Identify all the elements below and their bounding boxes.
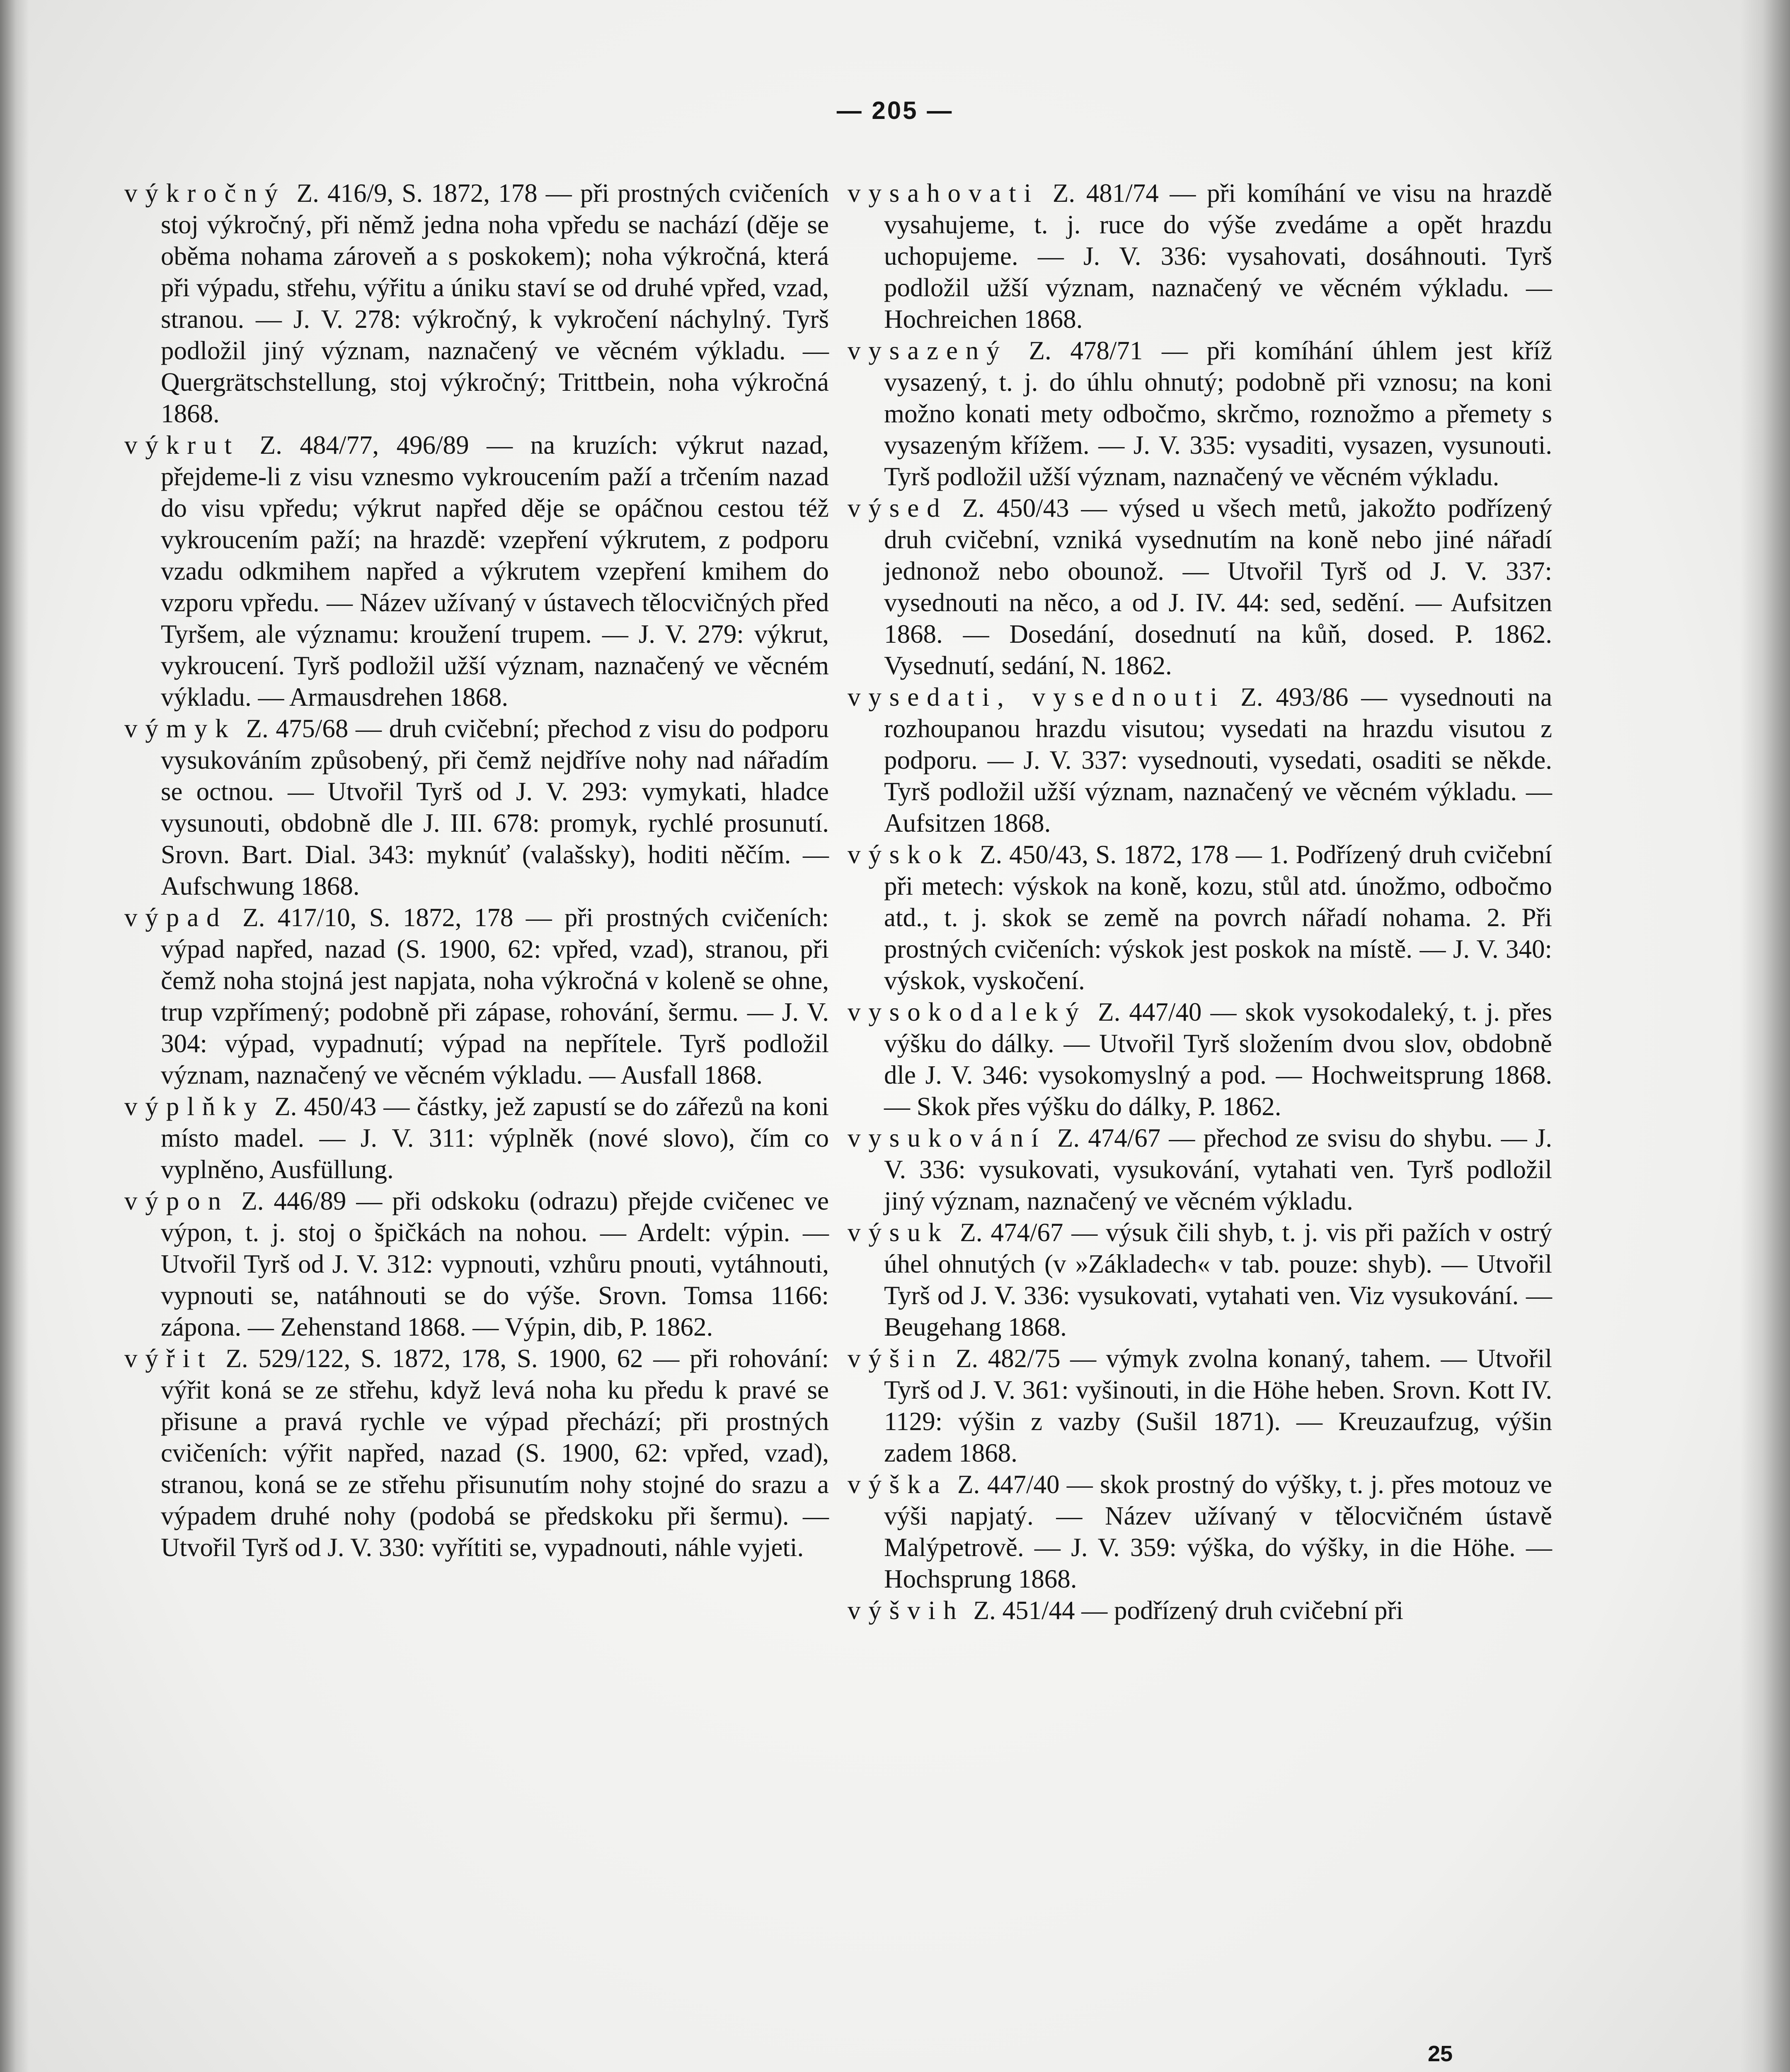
entry-headword: výmyk (124, 714, 236, 743)
entry-headword: výsed (848, 494, 948, 523)
entry-headword: výšvih (848, 1596, 964, 1625)
entry-text: Z. 474/67 — výsuk čili shyb, t. j. vis při pažích v ostrý úhel ohnutých (v »Základech« v tab. pouze: shyb). — Utvořil Tyrš od J. V. 336: vysukovati, vytahati ven. Viz vysukování. — Beugehang 1868. (884, 1218, 1552, 1341)
right-column (848, 177, 1552, 1626)
entry-headword: vysokodaleký (848, 997, 1087, 1026)
entry-headword: vysahovati (848, 179, 1039, 208)
entry-text: Z. 450/43 — výsed u všech metů, jakožto podřízený druh cvičební, vzniká vysednutím na koně nebo jiné nářadí jednonož nebo obounož. — Utvořil Tyrš od J. V. 337: vysednouti na něco, a od J. IV. 44: sed, sedění. — Aufsitzen 1868. — Dosedání, dosednutí na kůň, dosed. P. 1862. Vysednutí, sedání, N. 1862. (884, 494, 1553, 680)
dictionary-entry (124, 1091, 829, 1185)
dictionary-entry (848, 681, 1552, 839)
printer-signature-mark: 25 (1428, 2041, 1453, 2066)
entry-text: Z. 446/89 — při odskoku (odrazu) přejde cvičenec ve výpon, t. j. stoj o špičkách na nohou. — Ardelt: výpin. — Utvořil Tyrš od J. V. 312: vypnouti, vzhůru pnouti, vytáhnouti, vypnouti se, natáhnouti se do výše. Srovn. Tomsa 1166: zápona. — Zehenstand 1868. — Výpin, dib, P. 1862. (161, 1186, 829, 1341)
dictionary-entry (848, 1595, 1552, 1626)
left-column (124, 177, 829, 1563)
entry-text: Z. 451/44 — podřízený druh cvičební při (973, 1596, 1403, 1625)
entry-headword: výška (848, 1470, 948, 1499)
dictionary-entry (848, 1343, 1552, 1469)
entry-headword: vysedati, vysednouti (848, 683, 1226, 712)
entry-headword: výpon (124, 1186, 229, 1215)
entry-headword: výkročný (124, 179, 286, 208)
entry-text: Z. 475/68 — druh cvičební; přechod z visu do podporu vysukováním způsobený, při čemž nejdříve nohy nad nářadím se octnou. — Utvořil Tyrš od J. V. 293: vymykati, hladce vysunouti, obdobně dle J. III. 678: promyk, rychlé prosunutí. Srovn. Bart. Dial. 343: myknúť (valašsky), hoditi něčím. — Aufschwung 1868. (161, 714, 829, 900)
dictionary-entry (124, 429, 829, 713)
dictionary-entry (848, 996, 1552, 1122)
entry-text: Z. 482/75 — výmyk zvolna konaný, tahem. — Utvořil Tyrš od J. V. 361: vyšinouti, in die Höhe heben. Srovn. Kott IV. 1129: výšin z vazby (Sušil 1871). — Kreuzaufzug, výšin zadem 1868. (884, 1344, 1552, 1467)
entry-text: Z. 450/43, S. 1872, 178 — 1. Podřízený druh cvičební při metech: výskok na koně, kozu, stůl atd. únožmo, odbočmo atd., t. j. skok se země na povrch nářadí nohama. 2. Při prostných cvičeních: výskok jest poskok na místě. — J. V. 340: výskok, vyskočení. (884, 840, 1553, 995)
dictionary-entry (124, 713, 829, 902)
entry-headword: výplňky (124, 1092, 265, 1121)
entry-text: Z. 447/40 — skok prostný do výšky, t. j. přes motouz ve výši napjatý. — Název užívaný v tělocvičném ústavě Malýpetrově. — J. V. 359: výška, do výšky, in die Höhe. — Hochsprung 1868. (884, 1470, 1553, 1593)
dictionary-entry (124, 177, 829, 429)
entry-text: Z. 447/40 — skok vysokodaleký, t. j. přes výšku do dálky. — Utvořil Tyrš složením dvou slov, obdobně dle J. V. 346: vysokomyslný a pod. — Hochweitsprung 1868. — Skok přes výšku do dálky, P. 1862. (884, 997, 1553, 1121)
entry-text: Z. 478/71 — při komíhání úhlem jest kříž vysazený, t. j. do úhlu ohnutý; podobně při vznosu; na koni možno konati mety odbočmo, skrčmo, roznožmo a přemety s vysazeným křížem. — J. V. 335: vysaditi, vysazen, vysunouti. Tyrš podložil užší význam, naznačený ve věcném výkladu. (884, 336, 1552, 491)
entry-headword: výšin (848, 1344, 944, 1373)
entry-headword: výsuk (848, 1218, 949, 1247)
entry-headword: vysazený (848, 336, 1008, 365)
entry-headword: výpad (124, 903, 228, 932)
dictionary-entry (848, 1217, 1552, 1343)
entry-text: Z. 450/43 — částky, jež zapustí se do zářezů na koni místo madel. — J. V. 311: výplněk (nové slovo), čím co vyplněno, Ausfüllung. (161, 1092, 829, 1184)
dictionary-entry (848, 177, 1552, 335)
entry-headword: vysukování (848, 1123, 1046, 1152)
dictionary-entry (848, 335, 1552, 492)
entry-text: Z. 481/74 — při komíhání ve visu na hrazdě vysahujeme, t. j. ruce do výše zvedáme a opět hrazdu uchopujeme. — J. V. 336: vysahovati, dosáhnouti. Tyrš podložil užší význam, naznačený ve věcném výkladu. — Hochreichen 1868. (884, 179, 1552, 334)
dictionary-entry (848, 1122, 1552, 1217)
dictionary-entry (848, 492, 1552, 681)
entry-text: Z. 484/77, 496/89 — na kruzích: výkrut nazad, přejdeme-li z visu vznesmo vykroucením paží a trčením nazad do visu vpředu; výkrut napřed děje se opáčnou cestou též vykroucením paží; na hrazdě: vzepření výkrutem, z podporu vzadu odkmihem napřed a výkrutem vzepření kmihem do vzporu vpředu. — Název užívaný v ústavech tělocvičných před Tyršem, ale významu: kroužení trupem. — J. V. 279: výkrut, vykroucení. Tyrš podložil užší význam, naznačený ve věcném výkladu. — Armausdrehen 1868. (161, 431, 829, 712)
page-shadow-left (0, 0, 29, 2072)
entry-text: Z. 529/122, S. 1872, 178, S. 1900, 62 — při rohování: výřit koná se ze střehu, když levá noha ku předu k pravé se přisune a pravá rychle ve výpad přechází; při prostných cvičeních: výřit napřed, nazad (S. 1900, 62: vpřed, vzad), stranou, koná se ze střehu přisunutím nohy stojné do srazu a výpadem druhé nohy (podobá se předskoku při šermu). — Utvořil Tyrš od J. V. 330: vyřítiti se, vypadnouti, náhle vyjeti. (161, 1344, 829, 1562)
dictionary-entry (848, 839, 1552, 996)
entry-headword: výskok (848, 840, 970, 869)
page-number: — 205 — (836, 97, 954, 124)
entry-text: Z. 417/10, S. 1872, 178 — při prostných cvičeních: výpad napřed, nazad (S. 1900, 62: vpřed, vzad), stranou, při čemž noha stojná jest napjata, noha výkročná v koleně se ohne, trup vzpřímený; podobně při zápase, rohování, šermu. — J. V. 304: výpad, vypadnutí; výpad na nepřítele. Tyrš podložil význam, naznačený ve věcném výkladu. — Ausfall 1868. (161, 903, 829, 1089)
dictionary-entry (848, 1469, 1552, 1595)
dictionary-entry (124, 1185, 829, 1343)
entry-text: Z. 416/9, S. 1872, 178 — při prostných cvičeních stoj výkročný, při němž jedna noha vpředu se nachází (děje se oběma nohama zároveň a s poskokem); noha výkročná, která při výpadu, střehu, výřitu a úniku staví se od druhé vpřed, vzad, stranou. — J. V. 278: výkročný, k vykročení náchylný. Tyrš podložil jiný význam, naznačený ve věcném výkladu. — Quergrätschstellung, stoj výkročný; Trittbein, noha výkročná 1868. (161, 179, 829, 428)
dictionary-entry (124, 902, 829, 1091)
page-shadow-right (1740, 0, 1790, 2072)
entry-headword: výřit (124, 1344, 213, 1373)
entry-text: Z. 474/67 — přechod ze svisu do shybu. — J. V. 336: vysukovati, vysukování, vytahati ven. Tyrš podložil jiný význam, naznačený ve věcném výkladu. (884, 1123, 1552, 1215)
dictionary-entry (124, 1343, 829, 1563)
entry-headword: výkrut (124, 431, 240, 460)
entry-text: Z. 493/86 — vysednouti na rozhoupanou hrazdu visutou; vysedati na hrazdu visutou z podporu. — J. V. 337: vysednouti, vysedati, osaditi se někde. Tyrš podložil užší význam, naznačený ve věcném výkladu. — Aufsitzen 1868. (884, 683, 1553, 838)
